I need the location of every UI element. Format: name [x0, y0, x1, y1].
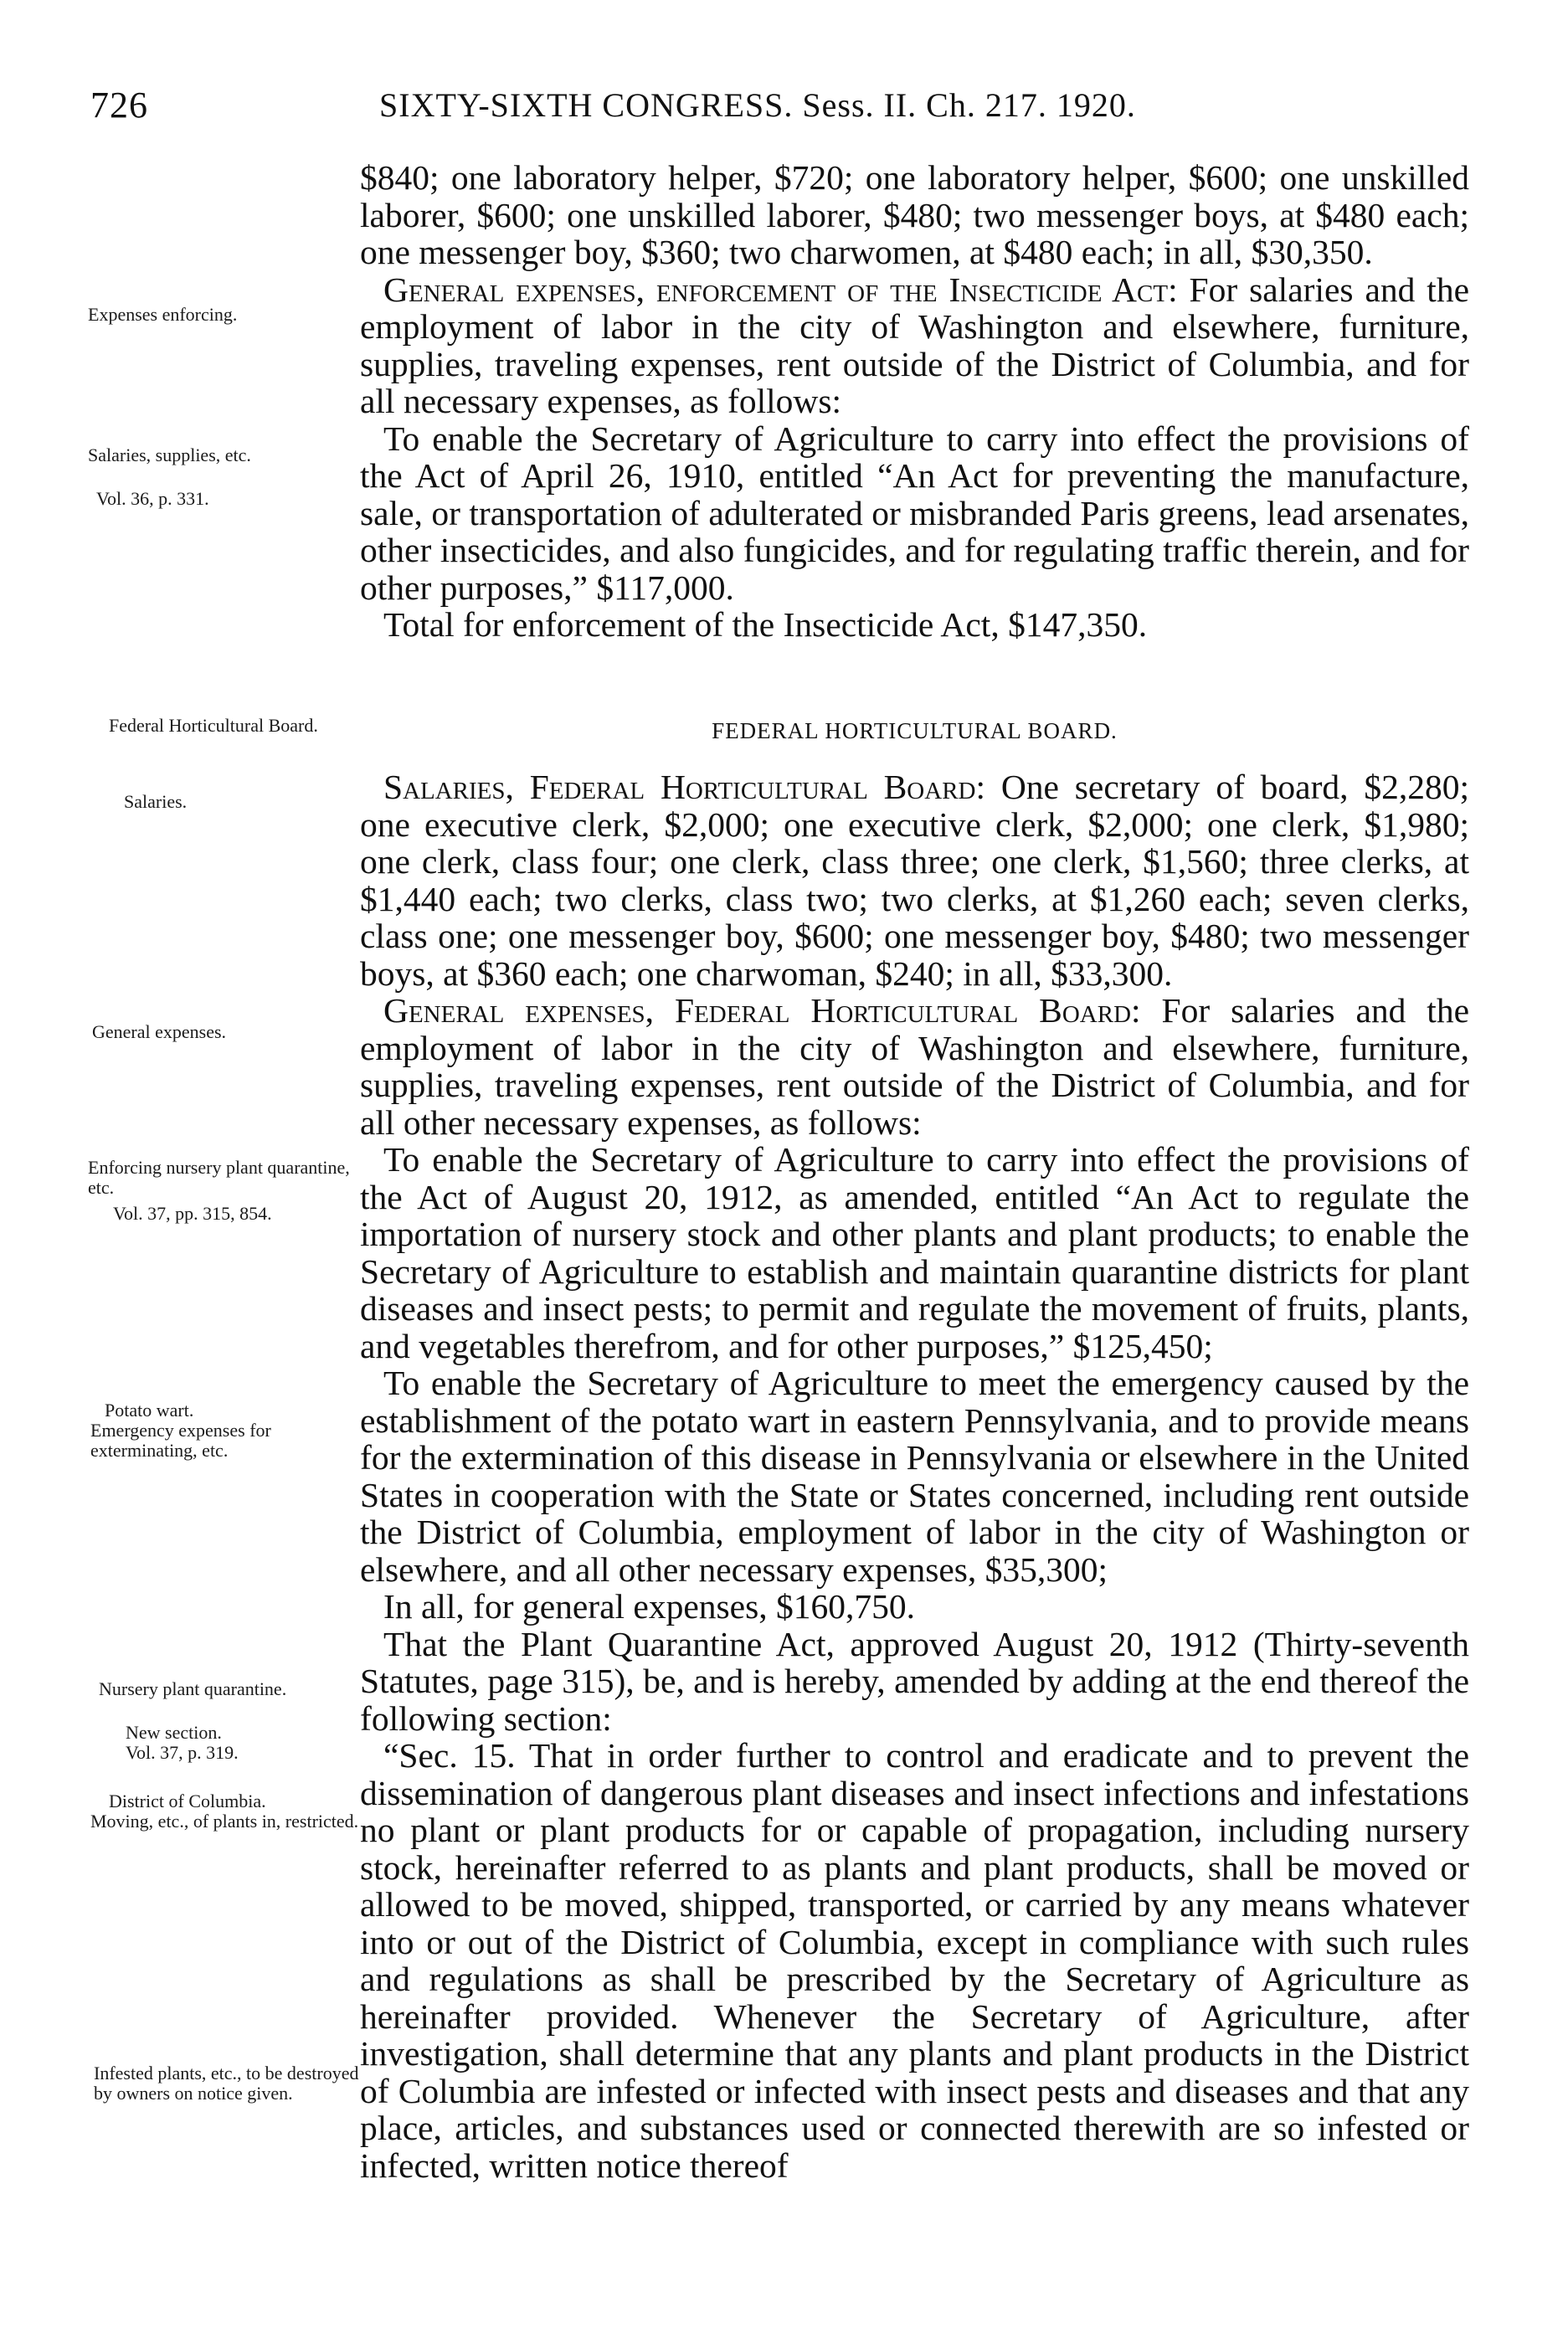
margin-note-salaries-supplies: Salaries, supplies, etc.	[88, 444, 251, 465]
page-number: 726	[90, 85, 148, 126]
body-block-main	[360, 768, 1469, 2184]
paragraph-6-text: For salaries and the employment of labor in the city of Washington and elsewhere, furniture, supplies, traveling expenses, rent outside of the District of Columbia, and for all other necessary expenses, as follows:	[360, 991, 1469, 1142]
paragraph-1: $840; one laboratory helper, $720; one laboratory helper, $600; one unskilled laborer, $600; one unskilled laborer, $480; two messenger boys, at $480 each; one messenger boy, $360; two charwomen, at $480 each; in all, $30,350.	[360, 158, 1469, 271]
margin-note-nursery-plant: Nursery plant quarantine.	[99, 1678, 287, 1699]
paragraph-5	[360, 768, 1469, 992]
margin-note-emergency: Emergency expenses for exterminating, etc.	[90, 1420, 271, 1461]
paragraph-6	[360, 992, 1469, 1141]
paragraph-3: To enable the Secretary of Agriculture to carry into effect the provisions of the Act of April 26, 1910, entitled “An Act for preventing the manufacture, sale, or transportation of adulterated or misbranded Paris greens, lead arsenates, other insecticides, and also fungicides, and for regulating traffic therein, and for other purposes,” $117,000.	[360, 419, 1469, 607]
paragraph-5-text: One secretary of board, $2,280; one executive clerk, $2,000; one executive clerk, $2,000; one clerk, $1,980; one clerk, class four; one clerk, class three; one clerk, $1,560; three clerks, at $1,440 each; two clerks, class two; two clerks, at $1,260 each; seven clerks, class one; one messenger boy, $600; one messenger boy, $480; two messenger boys, at $360 each; one charwoman, $240; in all, $33,300.	[360, 768, 1470, 993]
body-block-top	[360, 159, 1469, 644]
paragraph-11: “Sec. 15. That in order further to control and eradicate and to prevent the dissemination of dangerous plant diseases and insect infections and infestations no plant or plant products for or capable of propagation, including nursery stock, hereinafter referred to as plants and plant products, shall be moved or allowed to be moved, shipped, transported, or carried by any means whatever into or out of the District of Columbia, except in compliance with such rules and regulations as shall be prescribed by the Secretary of Agriculture as hereinafter provided. Whenever the Secretary of Agriculture, after investigation, shall determine that any plants and plant products in the District of Columbia are infested or infected with insect pests and diseases and that any place, articles, and substances used or connected therewith are so infested or infected, written notice thereof	[360, 1736, 1469, 2185]
paragraph-2-text: For salaries and the employment of labor in the city of Washington and elsewhere, furniture, supplies, traveling expenses, rent outside of the District of Columbia, and for all necessary expenses, as follows:	[360, 270, 1469, 420]
margin-note-fhb: Federal Horticultural Board.	[109, 715, 318, 736]
page-header	[90, 84, 1463, 134]
paragraph-7: To enable the Secretary of Agriculture to carry into effect the provisions of the Act of August 20, 1912, as amended, entitled “An Act to regulate the importation of nursery stock and other plants and plant products; to enable the Secretary of Agriculture to establish and maintain quarantine districts for plant diseases and insect pests; to permit and regulate the movement of fruits, plants, and vegetables therefrom, and for other purposes,” $125,450;	[360, 1140, 1469, 1365]
paragraph-4: Total for enforcement of the Insecticide Act, $147,350.	[383, 605, 1148, 644]
margin-note-vol37a: Vol. 37, pp. 315, 854.	[113, 1203, 272, 1224]
margin-note-expenses-enforcing: Expenses enforcing.	[88, 304, 238, 325]
paragraph-10: That the Plant Quarantine Act, approved August 20, 1912 (Thirty-seventh Statutes, page 315), be, and is hereby, amended by adding at the end thereof the following section:	[360, 1624, 1469, 1738]
paragraph-2-heading: General expenses, enforcement of the Insecticide Act:	[383, 270, 1178, 309]
margin-note-new-section: New section.	[126, 1722, 222, 1743]
margin-note-dc: District of Columbia.	[109, 1791, 266, 1811]
paragraph-6-heading: General expenses, Federal Horticultural Board:	[383, 991, 1141, 1030]
margin-note-general-expenses: General expenses.	[92, 1021, 227, 1042]
margin-note-potato-wart: Potato wart.	[105, 1400, 194, 1421]
paragraph-5-heading: Salaries, Federal Horticultural Board:	[383, 768, 986, 806]
paragraph-2	[360, 271, 1469, 420]
paragraph-8: To enable the Secretary of Agriculture to meet the emergency caused by the establishment of the potato wart in eastern Pennsylvania, and to provide means for the extermination of this disease in Pennsylvania or elsewhere in the United States in cooperation with the State or States concerned, including rent outside the District of Columbia, employment of labor in the city of Washington or elsewhere, and all other necessary expenses, $35,300;	[360, 1364, 1469, 1589]
margin-note-vol36: Vol. 36, p. 331.	[96, 488, 209, 509]
margin-note-moving: Moving, etc., of plants in, restricted.	[90, 1811, 359, 1832]
margin-note-vol37b: Vol. 37, p. 319.	[126, 1742, 239, 1763]
section-heading: FEDERAL HORTICULTURAL BOARD.	[712, 718, 1118, 743]
margin-note-enforcing-nursery: Enforcing nursery plant quarantine, etc.	[88, 1157, 350, 1198]
margin-note-salaries: Salaries.	[124, 791, 188, 812]
running-title: SIXTY-SIXTH CONGRESS. Sess. II. Ch. 217. 1920.	[379, 86, 1136, 124]
paragraph-9: In all, for general expenses, $160,750.	[383, 1587, 915, 1626]
margin-note-infested: Infested plants, etc., to be destroyed by owners on notice given.	[94, 2063, 359, 2104]
